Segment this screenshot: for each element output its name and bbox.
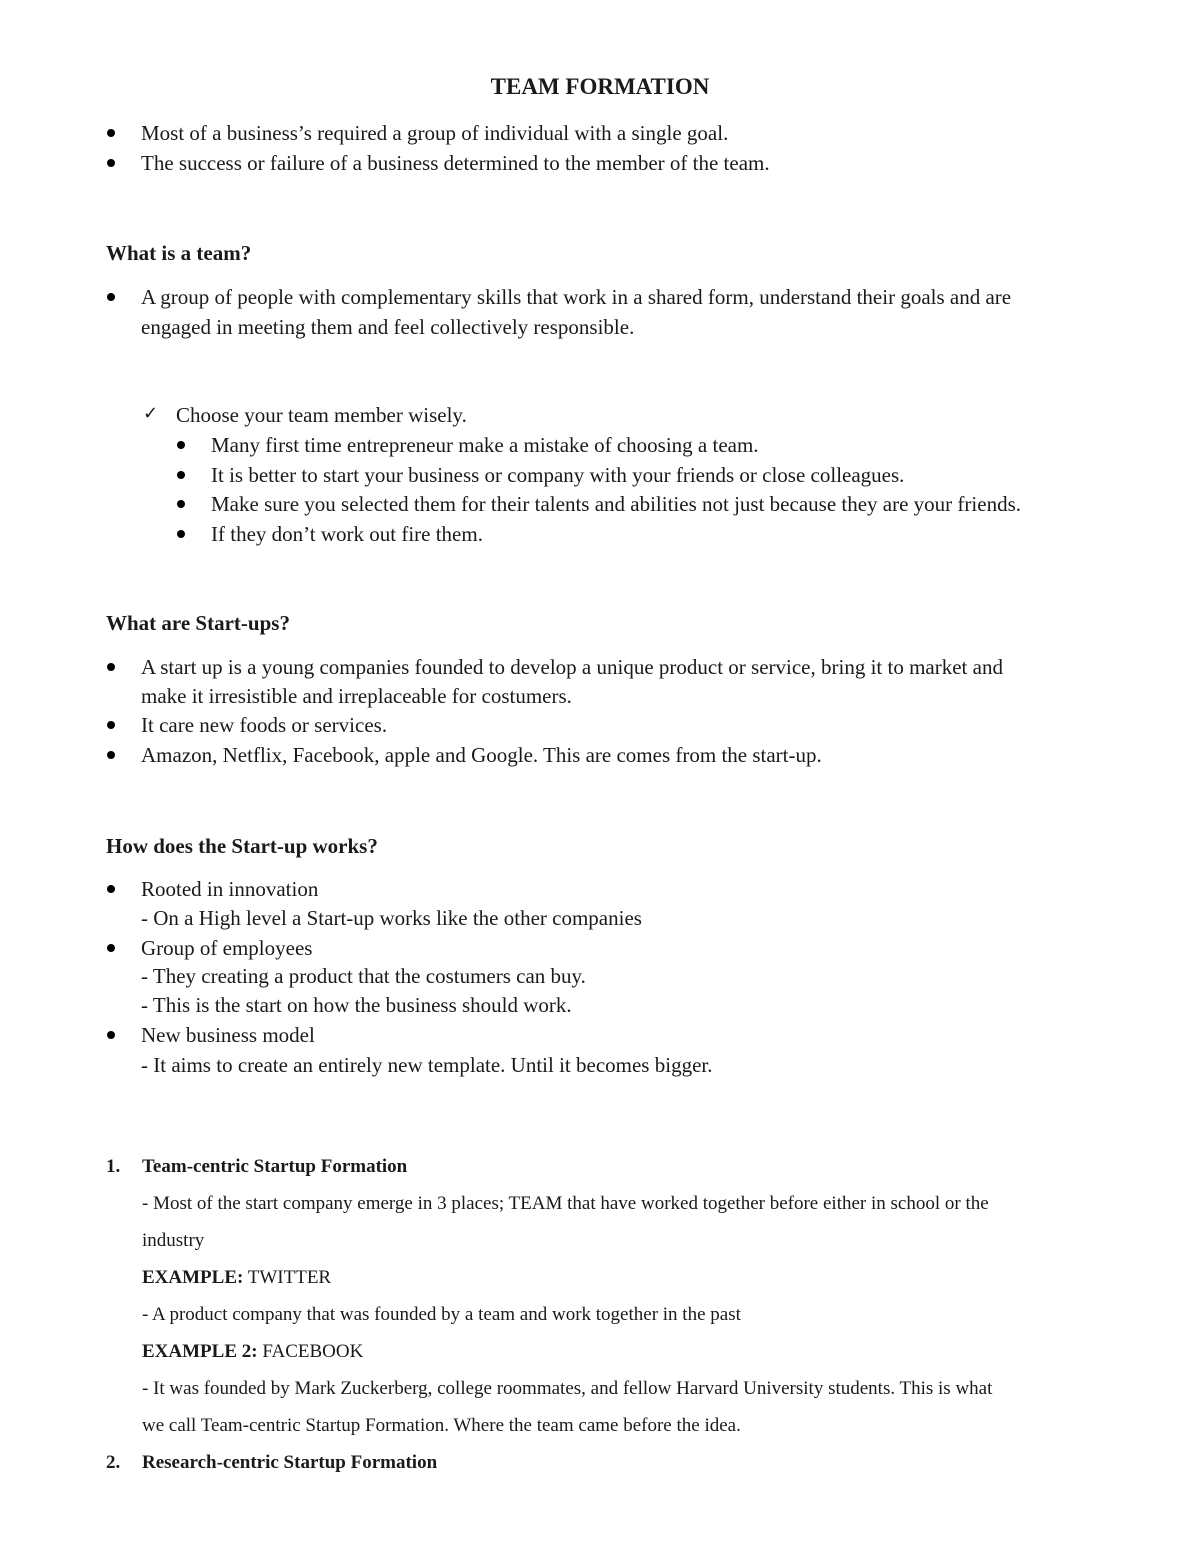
checkmark-icon: ✓ — [143, 403, 159, 424]
example-2-text-line1: - It was founded by Mark Zuckerberg, college roommates, and fellow Harvard University students. This is what — [142, 1378, 993, 1399]
example-1-value: TWITTER — [247, 1267, 332, 1288]
example-1-label: EXAMPLE: — [142, 1267, 244, 1288]
section-heading-team: What is a team? — [106, 241, 252, 265]
example-2-text-line2: we call Team-centric Startup Formation. Where the team came before the idea. — [142, 1415, 741, 1436]
team-definition-line2: engaged in meeting them and feel collectively responsible. — [141, 315, 635, 339]
example-2-value: FACEBOOK — [262, 1341, 364, 1362]
works-item-1-sub: - On a High level a Start-up works like the other companies — [141, 906, 642, 930]
team-sub-bullet-3: Make sure you selected them for their talents and abilities not just because they are your friends. — [211, 492, 1021, 516]
numbered-item-1-text-line1: - Most of the start company emerge in 3 places; TEAM that have worked together before either in school or the — [142, 1193, 989, 1214]
bullet-icon — [107, 663, 115, 671]
bullet-icon — [177, 500, 185, 508]
works-item-2: Group of employees — [141, 936, 313, 960]
bullet-icon — [107, 721, 115, 729]
numbered-item-1-text-line2: industry — [142, 1230, 205, 1251]
works-item-1: Rooted in innovation — [141, 877, 319, 901]
section-heading-works: How does the Start-up works? — [106, 834, 378, 858]
numbered-item-1-number: 1. — [106, 1156, 121, 1177]
bullet-icon — [107, 129, 115, 137]
startups-item-1-line1: A start up is a young companies founded to develop a unique product or service, bring it to market and — [141, 655, 1003, 679]
works-item-3-sub: - It aims to create an entirely new template. Until it becomes bigger. — [141, 1053, 713, 1077]
team-sub-bullet-4: If they don’t work out fire them. — [211, 522, 483, 546]
bullet-icon — [107, 1031, 115, 1039]
startups-item-1-line2: make it irresistible and irreplaceable for costumers. — [141, 684, 572, 708]
startups-item-2: It care new foods or services. — [141, 713, 388, 737]
example-2 — [142, 1341, 363, 1363]
numbered-item-1-title: Team-centric Startup Formation — [142, 1156, 408, 1177]
intro-item-1: Most of a business’s required a group of individual with a single goal. — [141, 121, 729, 145]
bullet-icon — [107, 751, 115, 759]
page-title: TEAM FORMATION — [490, 74, 710, 99]
section-heading-startups: What are Start-ups? — [106, 611, 290, 635]
check-item: Choose your team member wisely. — [176, 403, 467, 427]
startups-item-3: Amazon, Netflix, Facebook, apple and Google. This are comes from the start-up. — [141, 743, 822, 767]
bullet-icon — [107, 159, 115, 167]
bullet-icon — [177, 441, 185, 449]
intro-item-2: The success or failure of a business determined to the member of the team. — [141, 151, 770, 175]
example-1-text: - A product company that was founded by a team and work together in the past — [142, 1304, 741, 1325]
bullet-icon — [177, 530, 185, 538]
bullet-icon — [107, 944, 115, 952]
works-item-3: New business model — [141, 1023, 315, 1047]
bullet-icon — [177, 471, 185, 479]
bullet-icon — [107, 293, 115, 301]
example-1 — [142, 1267, 331, 1289]
team-sub-bullet-1: Many first time entrepreneur make a mistake of choosing a team. — [211, 433, 759, 457]
numbered-item-2-title: Research-centric Startup Formation — [142, 1452, 438, 1473]
team-sub-bullet-2: It is better to start your business or company with your friends or close colleagues. — [211, 463, 905, 487]
numbered-item-2-number: 2. — [106, 1452, 121, 1473]
works-item-2-sub-2: - This is the start on how the business should work. — [141, 993, 572, 1017]
example-2-label: EXAMPLE 2: — [142, 1341, 258, 1362]
bullet-icon — [107, 885, 115, 893]
team-definition-line1: A group of people with complementary skills that work in a shared form, understand their goals and are — [141, 285, 1012, 309]
works-item-2-sub-1: - They creating a product that the costumers can buy. — [141, 964, 586, 988]
